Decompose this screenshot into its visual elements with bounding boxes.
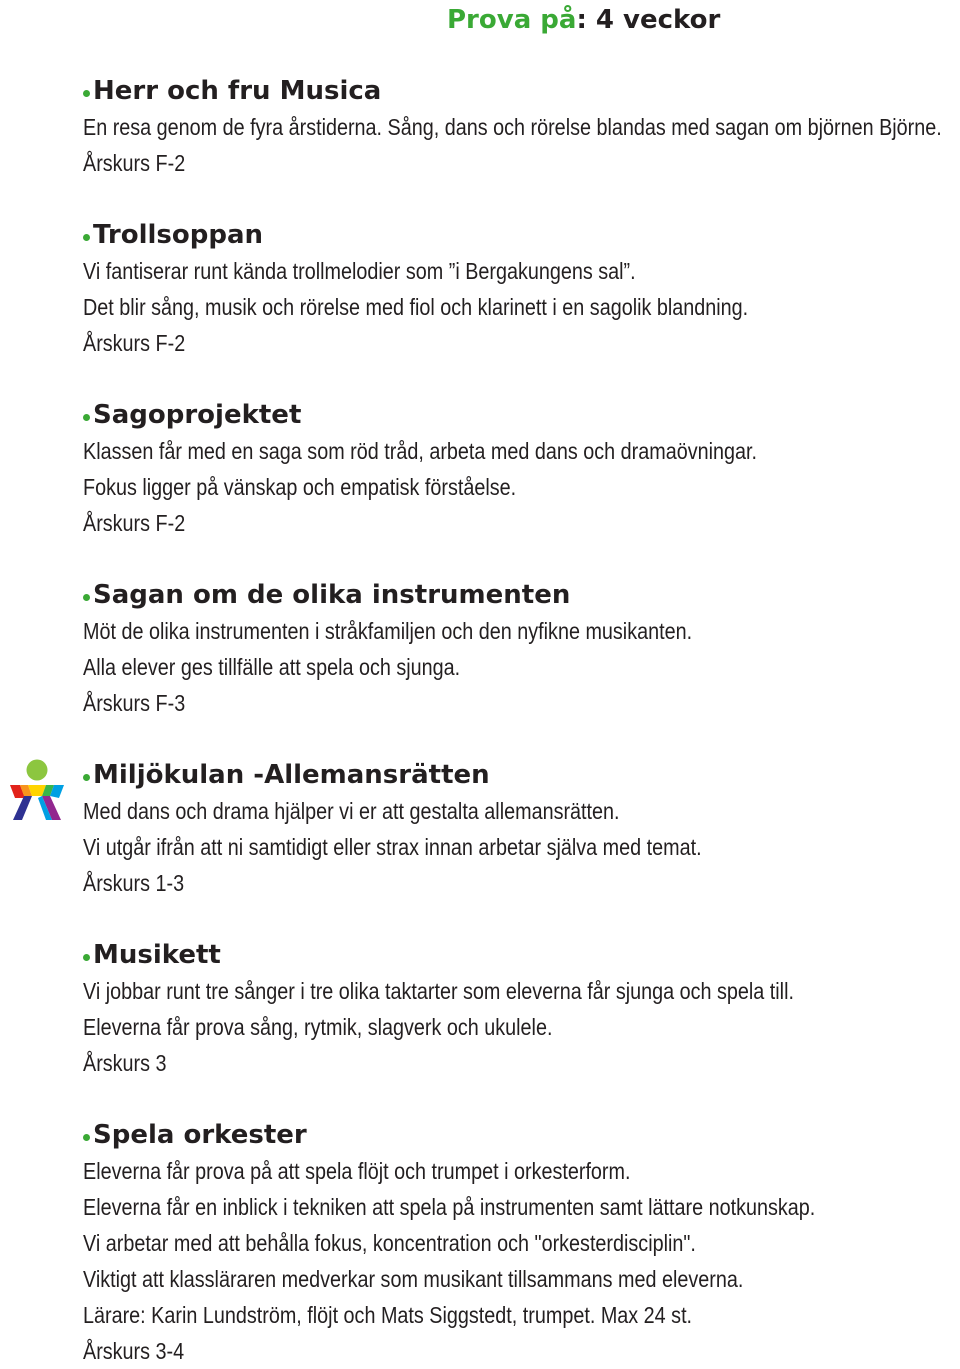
activity-grade: Årskurs F-3 (83, 690, 186, 716)
activity-grade: Årskurs 3 (83, 1050, 167, 1076)
activity-description: Viktigt att klassläraren medverkar som musikant tillsammans med eleverna. (83, 1266, 744, 1292)
activity-item (83, 397, 953, 541)
activity-grade: Årskurs 1-3 (83, 870, 185, 896)
activity-title: Sagoprojektet (83, 397, 953, 433)
bullet-icon (83, 954, 90, 961)
bullet-icon (83, 774, 90, 781)
activity-description: Vi fantiserar runt kända trollmelodier som ”i Bergakungens sal”. (83, 258, 636, 284)
heading-label: Prova på (447, 5, 577, 35)
activity-grade: Årskurs F-2 (83, 150, 186, 176)
activity-description: Vi arbetar med att behålla fokus, koncentration och "orkesterdisciplin". (83, 1230, 696, 1256)
activity-title: Miljökulan -Allemansrätten (83, 757, 953, 793)
activity-description: Möt de olika instrumenten i stråkfamiljen och den nyfikne musikanten. (83, 618, 693, 644)
activity-grade: Årskurs F-2 (83, 510, 186, 536)
page-heading (447, 3, 720, 37)
activity-list (83, 73, 953, 1369)
activity-title: Musikett (83, 937, 953, 973)
activity-item (83, 937, 953, 1081)
activity-item (83, 217, 953, 361)
activity-description: Vi utgår ifrån att ni samtidigt eller strax innan arbetar själva med temat. (83, 834, 702, 860)
activity-item (83, 757, 953, 901)
activity-item (83, 73, 953, 181)
logo-head (27, 760, 48, 781)
activity-title: Trollsoppan (83, 217, 953, 253)
heading-duration: : 4 veckor (576, 5, 721, 35)
colorful-figure-logo-icon (8, 758, 66, 822)
activity-description: Med dans och drama hjälper vi er att gestalta allemansrätten. (83, 798, 620, 824)
bullet-icon (83, 1134, 90, 1141)
activity-title: Herr och fru Musica (83, 73, 953, 109)
activity-title: Sagan om de olika instrumenten (83, 577, 953, 613)
activity-description: Eleverna får en inblick i tekniken att spela på instrumenten samt lättare notkunskap. (83, 1194, 816, 1220)
activity-grade: Årskurs 3-4 (83, 1338, 185, 1364)
activity-description: Alla elever ges tillfälle att spela och sjunga. (83, 654, 461, 680)
activity-teachers: Lärare: Karin Lundström, flöjt och Mats Siggstedt, trumpet. Max 24 st. (83, 1302, 693, 1328)
activity-item (83, 577, 953, 721)
activity-title: Spela orkester (83, 1117, 953, 1153)
bullet-icon (83, 414, 90, 421)
activity-item (83, 1117, 953, 1369)
bullet-icon (83, 594, 90, 601)
activity-description: Eleverna får prova på att spela flöjt och trumpet i orkesterform. (83, 1158, 631, 1184)
activity-description: Eleverna får prova sång, rytmik, slagverk och ukulele. (83, 1014, 553, 1040)
activity-description: En resa genom de fyra årstiderna. Sång, dans och rörelse blandas med sagan om björnen Björne. (83, 114, 942, 140)
activity-description: Klassen får med en saga som röd tråd, arbeta med dans och dramaövningar. (83, 438, 757, 464)
logo-leg-left (13, 796, 32, 820)
activity-description: Det blir sång, musik och rörelse med fiol och klarinett i en sagolik blandning. (83, 294, 749, 320)
activity-description: Vi jobbar runt tre sånger i tre olika taktarter som eleverna får sjunga och spela till. (83, 978, 794, 1004)
activity-grade: Årskurs F-2 (83, 330, 186, 356)
bullet-icon (83, 234, 90, 241)
activity-description: Fokus ligger på vänskap och empatisk förståelse. (83, 474, 517, 500)
bullet-icon (83, 90, 90, 97)
